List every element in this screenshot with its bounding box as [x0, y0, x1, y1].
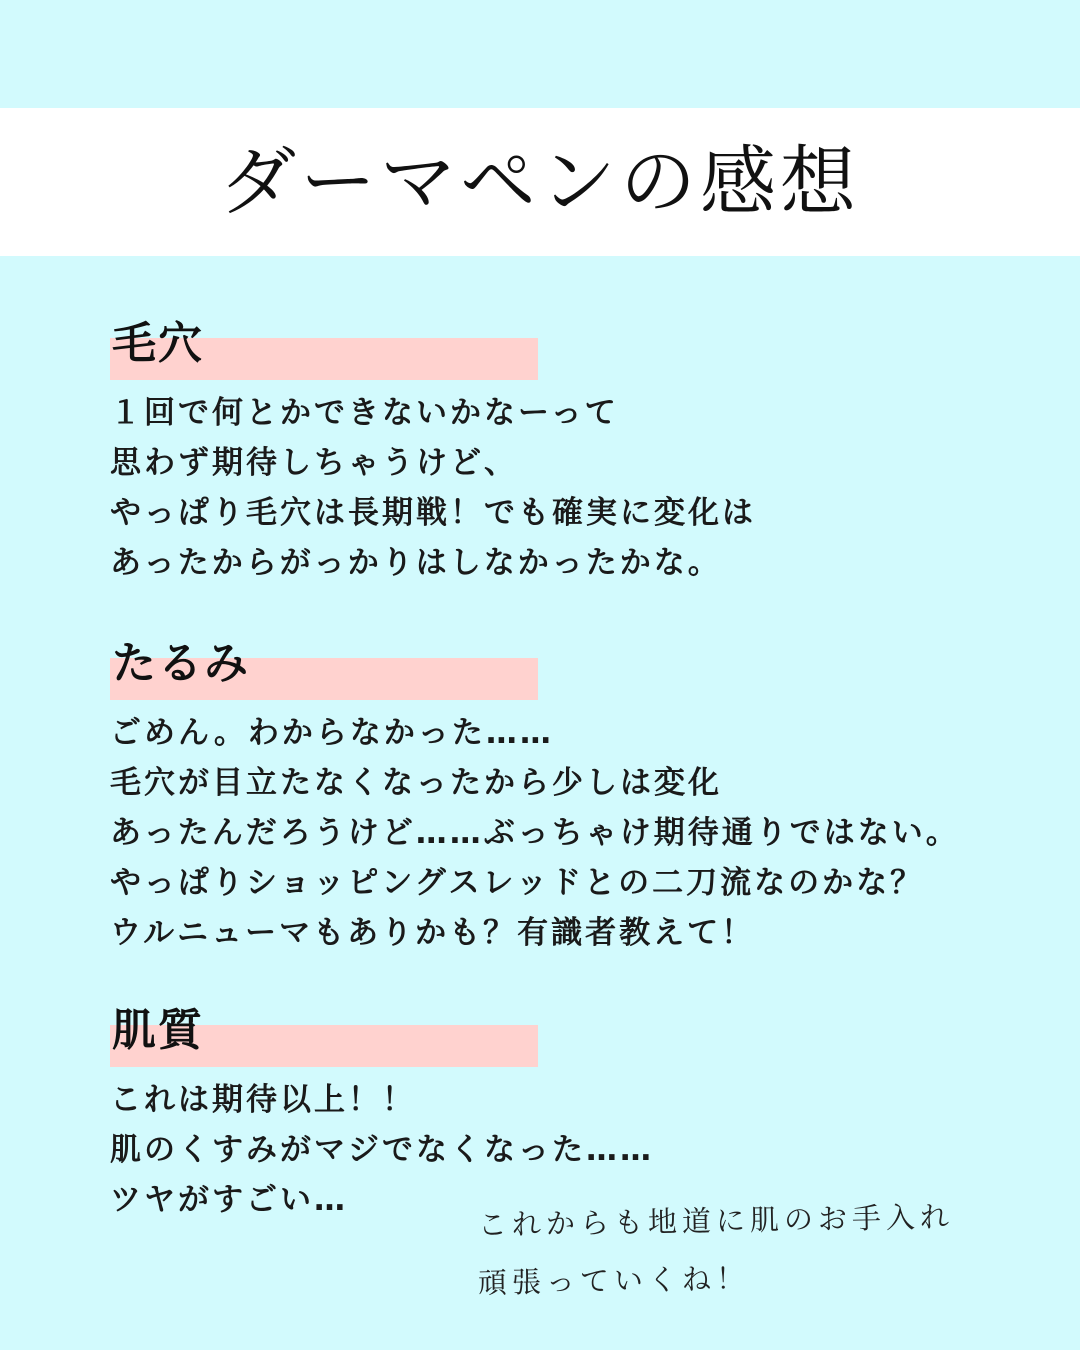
- note-line: 頑張っていくね！: [477, 1261, 751, 1300]
- body-line: やっぱり毛穴は長期戦！でも確実に変化は: [110, 495, 756, 531]
- body-line: これは期待以上！！: [110, 1082, 416, 1118]
- body-line: あったからがっかりはしなかったかな。: [110, 545, 722, 581]
- body-line: １回で何とかできないかなーって: [110, 395, 619, 431]
- page-title: ダーマペンの感想: [220, 137, 860, 226]
- section-sagging: [110, 630, 1010, 958]
- title-band: [0, 108, 1080, 256]
- body-line: 毛穴が目立たなくなったから少しは変化: [110, 765, 722, 801]
- body-line: ウルニューマもありかも？有識者教えて！: [110, 915, 756, 951]
- section-heading: 毛穴: [112, 318, 204, 369]
- section-heading: 肌質: [112, 1005, 204, 1056]
- handwritten-note: [478, 1196, 1038, 1312]
- body-line: 肌のくすみがマジでなくなった……: [110, 1132, 654, 1168]
- section-heading-wrap: [110, 310, 1010, 380]
- section-heading-wrap: [110, 630, 1010, 700]
- body-line: やっぱりショッピングスレッドとの二刀流なのかな？: [110, 865, 925, 901]
- body-line: あったんだろうけど……ぶっちゃけ期待通りではない。: [110, 815, 960, 851]
- section-heading: たるみ: [112, 638, 250, 689]
- body-line: ごめん。わからなかった……: [110, 715, 554, 751]
- body-line: 思わず期待しちゃうけど、: [110, 445, 518, 481]
- body-line: ツヤがすごい…: [110, 1182, 348, 1218]
- section-heading-wrap: [110, 997, 1010, 1067]
- section-pores: [110, 310, 1010, 588]
- note-line: これからも地道に肌のお手入れ: [477, 1199, 955, 1242]
- section-body: [110, 708, 1010, 958]
- section-body: [110, 388, 1010, 588]
